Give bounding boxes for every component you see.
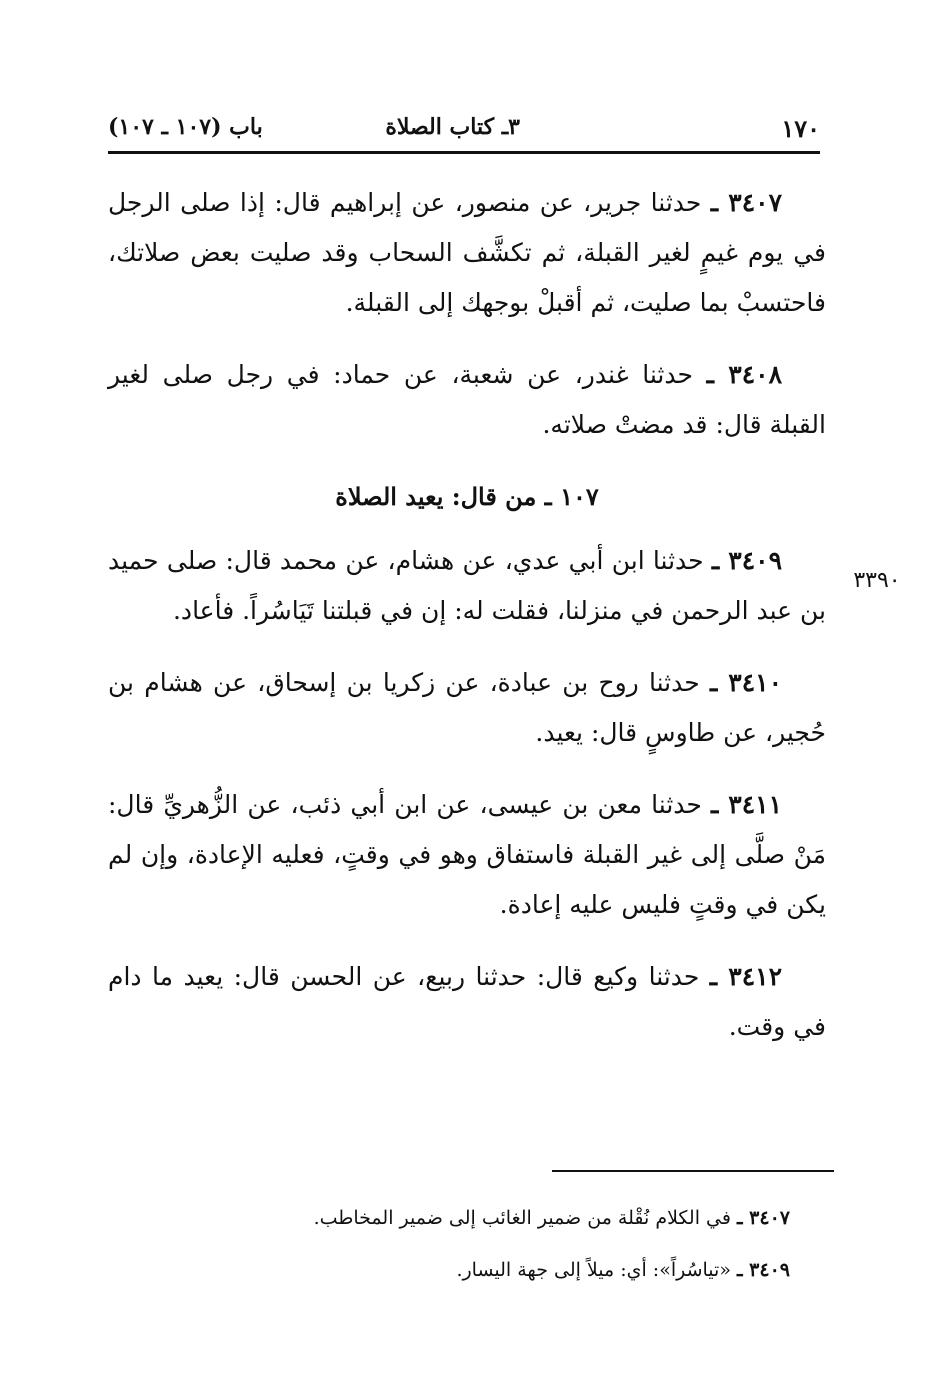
chapter-range: باب (١٠٧ ـ ١٠٧) [108, 114, 263, 140]
hadith-paragraph [108, 178, 826, 328]
section-title: ١٠٧ ـ من قال: يعيد الصلاة [335, 482, 599, 511]
main-text [108, 178, 826, 1074]
margin-reference: ٣٣٩٠ [853, 568, 901, 593]
hadith-number: ٣٤٠٩ ـ [711, 546, 783, 575]
hadith-number: ٣٤١١ ـ [711, 790, 782, 819]
hadith-paragraph [108, 350, 826, 450]
footnote-rule [552, 1170, 834, 1172]
book-title: ٣ـ كتاب الصلاة [385, 114, 520, 140]
footnote-text: «تياسُراً»: أي: ميلاً إلى جهة اليسار. [456, 1259, 737, 1281]
hadith-text: حدثنا ابن أبي عدي، عن هشام، عن محمد قال: صلى حميد بن عبد الرحمن في منزلنا، فقلت له: إن في قبلتنا تَيَاسُراً. فأعاد. [108, 546, 826, 625]
footnote [250, 1244, 790, 1296]
hadith-paragraph [108, 658, 826, 758]
footnote [250, 1192, 790, 1244]
footnote-number: ٣٤٠٩ ـ [736, 1259, 790, 1281]
hadith-number: ٣٤١٢ ـ [709, 962, 783, 991]
hadith-text: حدثنا وكيع قال: حدثنا ربيع، عن الحسن قال: يعيد ما دام في وقت. [108, 962, 826, 1041]
hadith-text: حدثنا معن بن عيسى، عن ابن أبي ذئب، عن الزُّهريِّ قال: مَنْ صلَّى إلى غير القبلة فاستفاق وهو في وقتٍ، فعليه الإعادة، وإن لم يكن في وقتٍ فليس عليه إعادة. [108, 790, 826, 919]
hadith-paragraph [108, 780, 826, 930]
hadith-number: ٣٤٠٧ ـ [710, 188, 782, 217]
header-rule [108, 151, 820, 154]
hadith-number: ٣٤١٠ ـ [709, 668, 782, 697]
hadith-text: حدثنا روح بن عبادة، عن زكريا بن إسحاق، عن هشام بن حُجير، عن طاوسٍ قال: يعيد. [108, 668, 826, 747]
footnote-number: ٣٤٠٧ ـ [736, 1207, 790, 1229]
hadith-paragraph [108, 536, 826, 636]
hadith-number: ٣٤٠٨ ـ [706, 360, 782, 389]
running-header [108, 108, 820, 148]
hadith-text: حدثنا غندر، عن شعبة، عن حماد: في رجل صلى لغير القبلة قال: قد مضتْ صلاته. [108, 360, 826, 439]
page-number: ١٧٠ [781, 114, 820, 143]
hadith-text: حدثنا جرير، عن منصور، عن إبراهيم قال: إذا صلى الرجل في يوم غيمٍ لغير القبلة، ثم تكشَّف السحاب وقد صليت بعض صلاتك، فاحتسبْ بما صليت، ثم أقبلْ بوجهك إلى القبلة. [108, 188, 826, 317]
hadith-paragraph [108, 952, 826, 1052]
footnote-text: في الكلام نُقْلة من ضمير الغائب إلى ضمير المخاطب. [313, 1207, 737, 1229]
footnotes [250, 1192, 790, 1296]
